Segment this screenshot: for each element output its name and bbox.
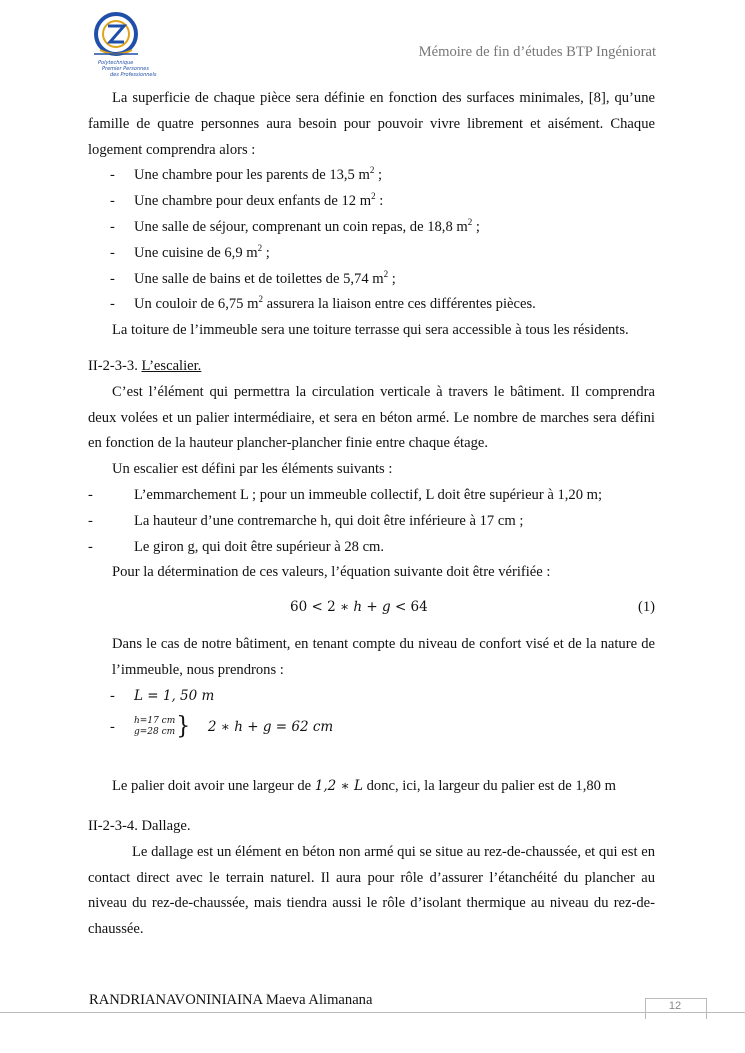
document-body: [88, 86, 655, 943]
logo-text-line-1: Polytechnique: [98, 60, 134, 66]
equation-intro: Pour la détermination de ces valeurs, l’équation suivante doit être vérifiée :: [112, 564, 551, 581]
list-item: - ℎ=17 𝑐𝑚 𝑔=28 𝑐𝑚} 2 ∗ ℎ + 𝑔 = 62 𝑐𝑚: [110, 712, 334, 741]
institution-logo: [90, 10, 160, 80]
escalier-def-intro: Un escalier est défini par les éléments suivants :: [112, 461, 393, 478]
list-item: - Un couloir de 6,75 $m^2$ assurera la liaison entre ces différentes pièces.: [110, 294, 536, 313]
escalier-paragraph: C’est l’élément qui permettra la circulation verticale à travers le bâtiment. Il comprendra deux volées et un palier intermédiaire, et sera en béton armé. Le nombre de marches sera défini en fonction de la hauteur plancher-plancher finie entre chaque étage.: [88, 383, 655, 452]
room-list: [88, 163, 655, 318]
list-item: - Une chambre pour deux enfants de 12 $m^2$ :: [110, 191, 384, 210]
logo-text-line-3: des Professionnels: [110, 72, 157, 78]
list-item: - Une salle de bains et de toilettes de 5,74 $m^2$ ;: [110, 268, 396, 287]
equation-block: [88, 594, 655, 620]
dallage-paragraph: Le dallage est un élément en béton non armé qui se situe au rez-de-chaussée, et qui est en contact direct avec le terrain naturel. Il aura pour rôle d’assurer l’étanchéité du plancher au niveau du rez-de-chaussée, mais tiendra aussi le rôle d’isolant thermique au niveau du rez-de-chaussée.: [88, 843, 655, 938]
logo-emblem-icon: [94, 14, 138, 54]
footer-divider: [0, 1012, 745, 1013]
section-heading-escalier: II-2-3-3. L’escalier.: [88, 357, 202, 374]
list-item: - Une salle de séjour, comprenant un coin repas, de 18,8 $m^2$ ;: [110, 216, 480, 235]
section-heading-dallage: II-2-3-4. Dallage.: [88, 817, 191, 834]
logo-text-line-2: Premier Personnes: [102, 66, 149, 72]
equation-number: (1): [637, 599, 655, 616]
values-list: [88, 684, 655, 744]
list-item: - 𝐿 = 1, 50 𝑚: [110, 687, 215, 704]
list-item: - Une chambre pour les parents de 13,5 $m^2$ ;: [110, 165, 383, 184]
list-item: - La hauteur d’une contremarche h, qui doit être inférieure à 17 cm ;: [88, 512, 524, 529]
page-number: 12: [668, 1000, 682, 1012]
case-paragraph: Dans le cas de notre bâtiment, en tenant compte du niveau de confort visé et de la nature de l’immeuble, nous prendrons :: [112, 636, 655, 678]
h-g-system: ℎ=17 𝑐𝑚 𝑔=28 𝑐𝑚: [134, 716, 176, 738]
list-item: - Le giron g, qui doit être supérieur à 28 cm.: [88, 538, 385, 555]
list-item: - Une cuisine de 6,9 $m^2$ ;: [110, 242, 270, 261]
list-item: - L’emmarchement L ; pour un immeuble collectif, L doit être supérieur à 1,20 m;: [88, 486, 603, 503]
roof-paragraph: La toiture de l’immeuble sera une toiture terrasse qui sera accessible à tous les résidents.: [112, 322, 629, 339]
footer-author: RANDRIANAVONINIAINA Maeva Alimanana: [89, 992, 373, 1008]
header-title: Mémoire de fin d’études BTP Ingéniorat: [418, 44, 656, 60]
palier-paragraph: Le palier doit avoir une largeur de 1,2 ∗ 𝐿 donc, ici, la largeur du palier est de 1,80 m: [112, 778, 616, 795]
escalier-list: [88, 483, 655, 560]
equation: 60 < 2 ∗ ℎ + 𝑔 < 64: [290, 599, 428, 616]
intro-paragraph: La superficie de chaque pièce sera définie en fonction des surfaces minimales, [8], qu’une famille de quatre personnes aura besoin pour pouvoir vivre librement et aisément. Chaque logement comprendra alors :: [88, 90, 655, 158]
